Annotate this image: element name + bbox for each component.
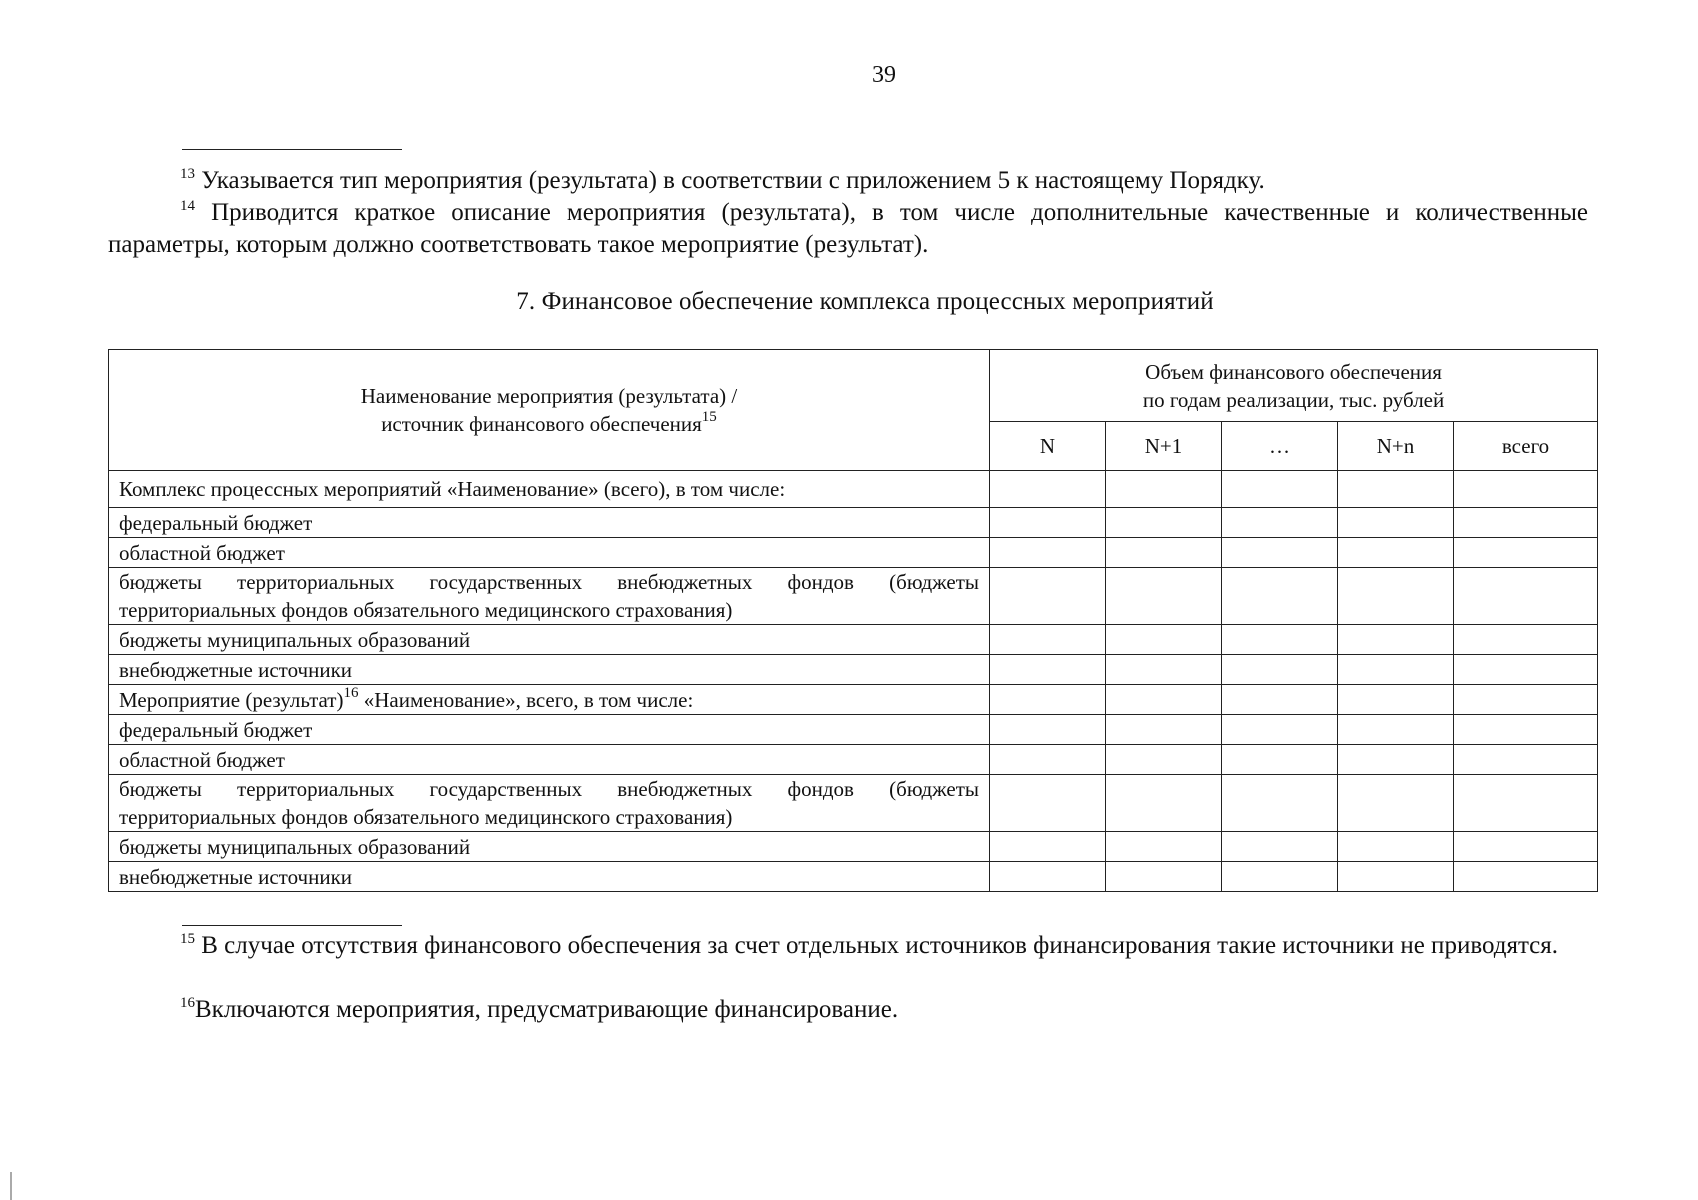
value-cell (1338, 508, 1454, 538)
value-cell (1338, 538, 1454, 568)
value-cell (1338, 745, 1454, 775)
source-label: внебюджетные источники (109, 862, 990, 892)
value-cell (1222, 745, 1338, 775)
value-cell (1338, 625, 1454, 655)
value-cell (1106, 832, 1222, 862)
value-cell (1338, 715, 1454, 745)
value-cell (1222, 538, 1338, 568)
value-cell (1106, 745, 1222, 775)
value-cell (1106, 775, 1222, 832)
source-label: бюджеты территориальных государственных внебюджетных фондов (бюджеты территориальных фондов обязательного медицинского страхования) (109, 568, 990, 625)
value-cell (1338, 862, 1454, 892)
source-label: бюджеты территориальных государственных внебюджетных фондов (бюджеты территориальных фондов обязательного медицинского страхования) (109, 775, 990, 832)
value-cell (1454, 715, 1598, 745)
table-row (109, 538, 1598, 568)
value-cell (1106, 625, 1222, 655)
scan-margin-mark (10, 1172, 12, 1200)
measure-row-label (109, 685, 990, 715)
header-name-line1: Наименование мероприятия (результата) / (360, 384, 738, 408)
value-cell (990, 862, 1106, 892)
table-row (109, 745, 1598, 775)
footnote-separator-top (182, 149, 402, 150)
value-cell (1222, 625, 1338, 655)
source-label: областной бюджет (109, 745, 990, 775)
footnote-15-text: В случае отсутствия финансового обеспечения за счет отдельных источников финансирования такие источники не приводятся. (201, 932, 1559, 959)
footnote-16-mark: 16 (180, 995, 195, 1011)
source-label: бюджеты муниципальных образований (109, 625, 990, 655)
value-cell (990, 655, 1106, 685)
header-name-cell (109, 350, 990, 471)
table-row (109, 508, 1598, 538)
footnote-14-text: Приводится краткое описание мероприятия (результата), в том числе дополнительные качественные и количественные параметры, которым должно соответствовать такое мероприятие (результат). (108, 199, 1588, 258)
page-number: 39 (872, 62, 896, 88)
value-cell (1106, 538, 1222, 568)
table-row (109, 715, 1598, 745)
value-cell (1222, 685, 1338, 715)
value-cell (1338, 471, 1454, 508)
value-cell (1454, 508, 1598, 538)
year-column-header: … (1222, 422, 1338, 471)
value-cell (1338, 832, 1454, 862)
value-cell (1454, 568, 1598, 625)
footnote-13 (108, 165, 1588, 197)
footnote-separator-bottom (182, 925, 402, 926)
value-cell (990, 715, 1106, 745)
value-cell (990, 685, 1106, 715)
value-cell (1454, 862, 1598, 892)
year-column-header: N+1 (1106, 422, 1222, 471)
table-row (109, 775, 1598, 832)
footnote-16 (108, 994, 1588, 1026)
value-cell (1454, 471, 1598, 508)
value-cell (1454, 685, 1598, 715)
value-cell (1454, 625, 1598, 655)
value-cell (990, 508, 1106, 538)
measure-row-mark: 16 (343, 684, 359, 701)
value-cell (1106, 508, 1222, 538)
value-cell (1454, 775, 1598, 832)
value-cell (1222, 715, 1338, 745)
footnote-13-text: Указывается тип мероприятия (результата) в соответствии с приложением 5 к настоящему Порядку. (201, 167, 1265, 194)
value-cell (1222, 655, 1338, 685)
complex-row-label: Комплекс процессных мероприятий «Наименование» (всего), в том числе: (109, 471, 990, 508)
footnote-15-mark: 15 (180, 931, 195, 947)
value-cell (990, 625, 1106, 655)
value-cell (1222, 471, 1338, 508)
table-row-measure (109, 685, 1598, 715)
value-cell (1106, 715, 1222, 745)
value-cell (990, 745, 1106, 775)
financing-table (108, 349, 1598, 892)
value-cell (1106, 655, 1222, 685)
value-cell (1454, 832, 1598, 862)
value-cell (990, 538, 1106, 568)
table-row (109, 832, 1598, 862)
footnote-16-text: Включаются мероприятия, предусматривающие финансирование. (195, 996, 899, 1023)
source-label: федеральный бюджет (109, 715, 990, 745)
table-row (109, 862, 1598, 892)
value-cell (1338, 568, 1454, 625)
value-cell (1106, 862, 1222, 892)
value-cell (1106, 568, 1222, 625)
value-cell (1454, 655, 1598, 685)
measure-row-suffix: «Наименование», всего, в том числе: (358, 687, 694, 712)
header-name-mark: 15 (701, 409, 717, 425)
value-cell (1454, 538, 1598, 568)
value-cell (1106, 471, 1222, 508)
header-volume-line2: по годам реализации, тыс. рублей (1142, 387, 1445, 412)
value-cell (1222, 862, 1338, 892)
value-cell (1222, 508, 1338, 538)
source-label: федеральный бюджет (109, 508, 990, 538)
value-cell (1338, 655, 1454, 685)
source-label: областной бюджет (109, 538, 990, 568)
value-cell (1106, 685, 1222, 715)
table-row-complex (109, 471, 1598, 508)
value-cell (1338, 775, 1454, 832)
source-label: бюджеты муниципальных образований (109, 832, 990, 862)
value-cell (1454, 745, 1598, 775)
table-row (109, 655, 1598, 685)
table-row (109, 568, 1598, 625)
value-cell (990, 568, 1106, 625)
source-label: внебюджетные источники (109, 655, 990, 685)
header-volume-cell (990, 350, 1598, 422)
footnote-14 (108, 197, 1588, 261)
section-title: 7. Финансовое обеспечение комплекса процессных мероприятий (516, 288, 1214, 315)
year-column-header: всего (1454, 422, 1598, 471)
value-cell (1222, 832, 1338, 862)
table-row (109, 625, 1598, 655)
value-cell (990, 832, 1106, 862)
year-column-header: N+n (1338, 422, 1454, 471)
year-column-header: N (990, 422, 1106, 471)
value-cell (990, 775, 1106, 832)
footnote-14-mark: 14 (180, 198, 195, 214)
measure-row-prefix: Мероприятие (результат) (119, 687, 344, 712)
header-volume-line1: Объем финансового обеспечения (1145, 359, 1442, 384)
header-name-line2: источник финансового обеспечения (381, 412, 702, 436)
value-cell (1338, 685, 1454, 715)
value-cell (1222, 568, 1338, 625)
footnote-15 (108, 930, 1588, 962)
value-cell (1222, 775, 1338, 832)
footnote-13-mark: 13 (180, 166, 195, 182)
table-header-row (109, 350, 1598, 422)
value-cell (990, 471, 1106, 508)
